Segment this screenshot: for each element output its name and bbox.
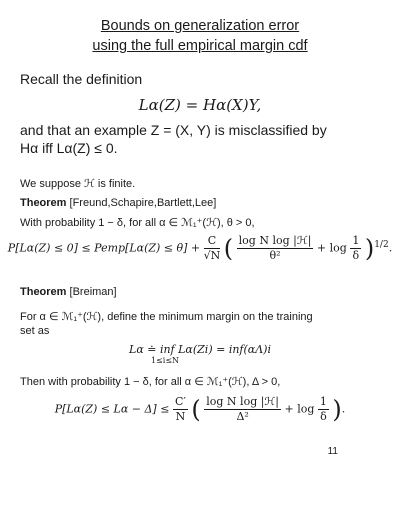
eq1-plus-log: + log xyxy=(316,241,347,255)
theorem-1-label: Theorem xyxy=(20,197,67,209)
eq2-inner-denominator: Δ² xyxy=(236,410,249,423)
misclassified-line-1: and that an example Z = (X, Y) is misclassified by xyxy=(20,122,327,138)
theorem-1-heading xyxy=(20,196,390,211)
eq2-fraction-denominator: N xyxy=(175,410,186,423)
eq1-one-over-delta xyxy=(350,234,361,263)
slide-title-line-2: using the full empirical margin cdf xyxy=(92,38,308,54)
misclassified-line-2: Hα iff Lα(Z) ≤ 0. xyxy=(20,140,118,156)
minimum-margin-subscript: 1≤i≤N xyxy=(150,356,180,365)
theorem-2-citation: [Breiman] xyxy=(69,286,117,298)
eq2-fraction xyxy=(173,395,188,424)
theorem-2-heading xyxy=(20,285,390,300)
eq1-one: 1 xyxy=(352,234,360,247)
eq1-inner-denominator: θ² xyxy=(269,249,281,262)
theorem-1-citation: [Freund,Schapire,Bartlett,Lee] xyxy=(69,197,217,209)
eq2-lhs: P[Lα(Z) ≤ Lα − Δ] ≤ xyxy=(54,402,170,416)
eq2-one: 1 xyxy=(319,395,327,408)
eq1-exponent: 1/2 xyxy=(374,239,389,250)
eq2-delta: δ xyxy=(320,410,327,423)
eq2-one-over-delta xyxy=(318,395,329,424)
eq1-fraction xyxy=(204,234,221,263)
eq2-inner-numerator: log N log |ℋ| xyxy=(206,395,280,408)
eq1-fraction-denominator: √N xyxy=(203,249,221,262)
slide-title-line-1: Bounds on generalization error xyxy=(100,18,300,34)
probability-statement-1: With probability 1 − δ, for all α ∈ ℳ₁⁺(ℋ), θ > 0, xyxy=(20,217,255,229)
bound-equation-2: P[Lα(Z) ≤ Lα − Δ] ≤ $\frac{C'}{N}$ ( $\frac{\text{log N log |ℋ|}}{\text{Δ²}}$ + log $\frac{1}{\delta}$ ). xyxy=(54,395,346,424)
definition-equation: Lα(Z) = Hα(X)Y, xyxy=(138,96,262,114)
minimum-margin-formula: Lα ≐ inf Lα(Zi) = inf(αΛ)i xyxy=(129,343,271,356)
eq1-inner-numerator: log N log |ℋ| xyxy=(238,234,312,247)
theorem-2-label: Theorem xyxy=(20,286,67,298)
finite-assumption: We suppose ℋ is finite. xyxy=(20,178,136,190)
eq1-inner-fraction xyxy=(237,234,314,263)
eq1-lhs: P[Lα(Z) ≤ 0] ≤ Pemp[Lα(Z) ≤ θ] + xyxy=(7,241,201,255)
eq2-inner-fraction xyxy=(204,395,281,424)
probability-statement-2: Then with probability 1 − δ, for all α ∈ ℳ₁⁺(ℋ), Δ > 0, xyxy=(20,376,281,388)
page-number: 11 xyxy=(327,446,338,457)
bound-equation-1: P[Lα(Z) ≤ 0] ≤ Pemp[Lα(Z) ≤ θ] + $\frac{C}{√N}$ ( $\frac{\text{log N log |ℋ|}}{\text{θ²}}$ + log $\frac{1}{\delta}$ )$^{1/2}$. xyxy=(7,234,393,263)
minimum-margin-equation xyxy=(0,343,400,366)
eq2-right-paren: ) xyxy=(332,395,342,424)
eq1-left-paren: ( xyxy=(223,234,234,263)
eq1-delta: δ xyxy=(352,249,360,262)
eq1-fraction-numerator: C xyxy=(204,234,221,249)
eq2-fraction-numerator: C′ xyxy=(174,395,186,408)
eq2-left-paren: ( xyxy=(191,395,201,424)
recall-text: Recall the definition xyxy=(20,71,143,87)
breiman-line-2: set as xyxy=(20,325,50,337)
breiman-line-1: For α ∈ ℳ₁⁺(ℋ), define the minimum margin on the training xyxy=(20,311,313,323)
eq1-right-paren: ) xyxy=(364,234,375,263)
eq2-plus-log: + log xyxy=(284,402,315,416)
